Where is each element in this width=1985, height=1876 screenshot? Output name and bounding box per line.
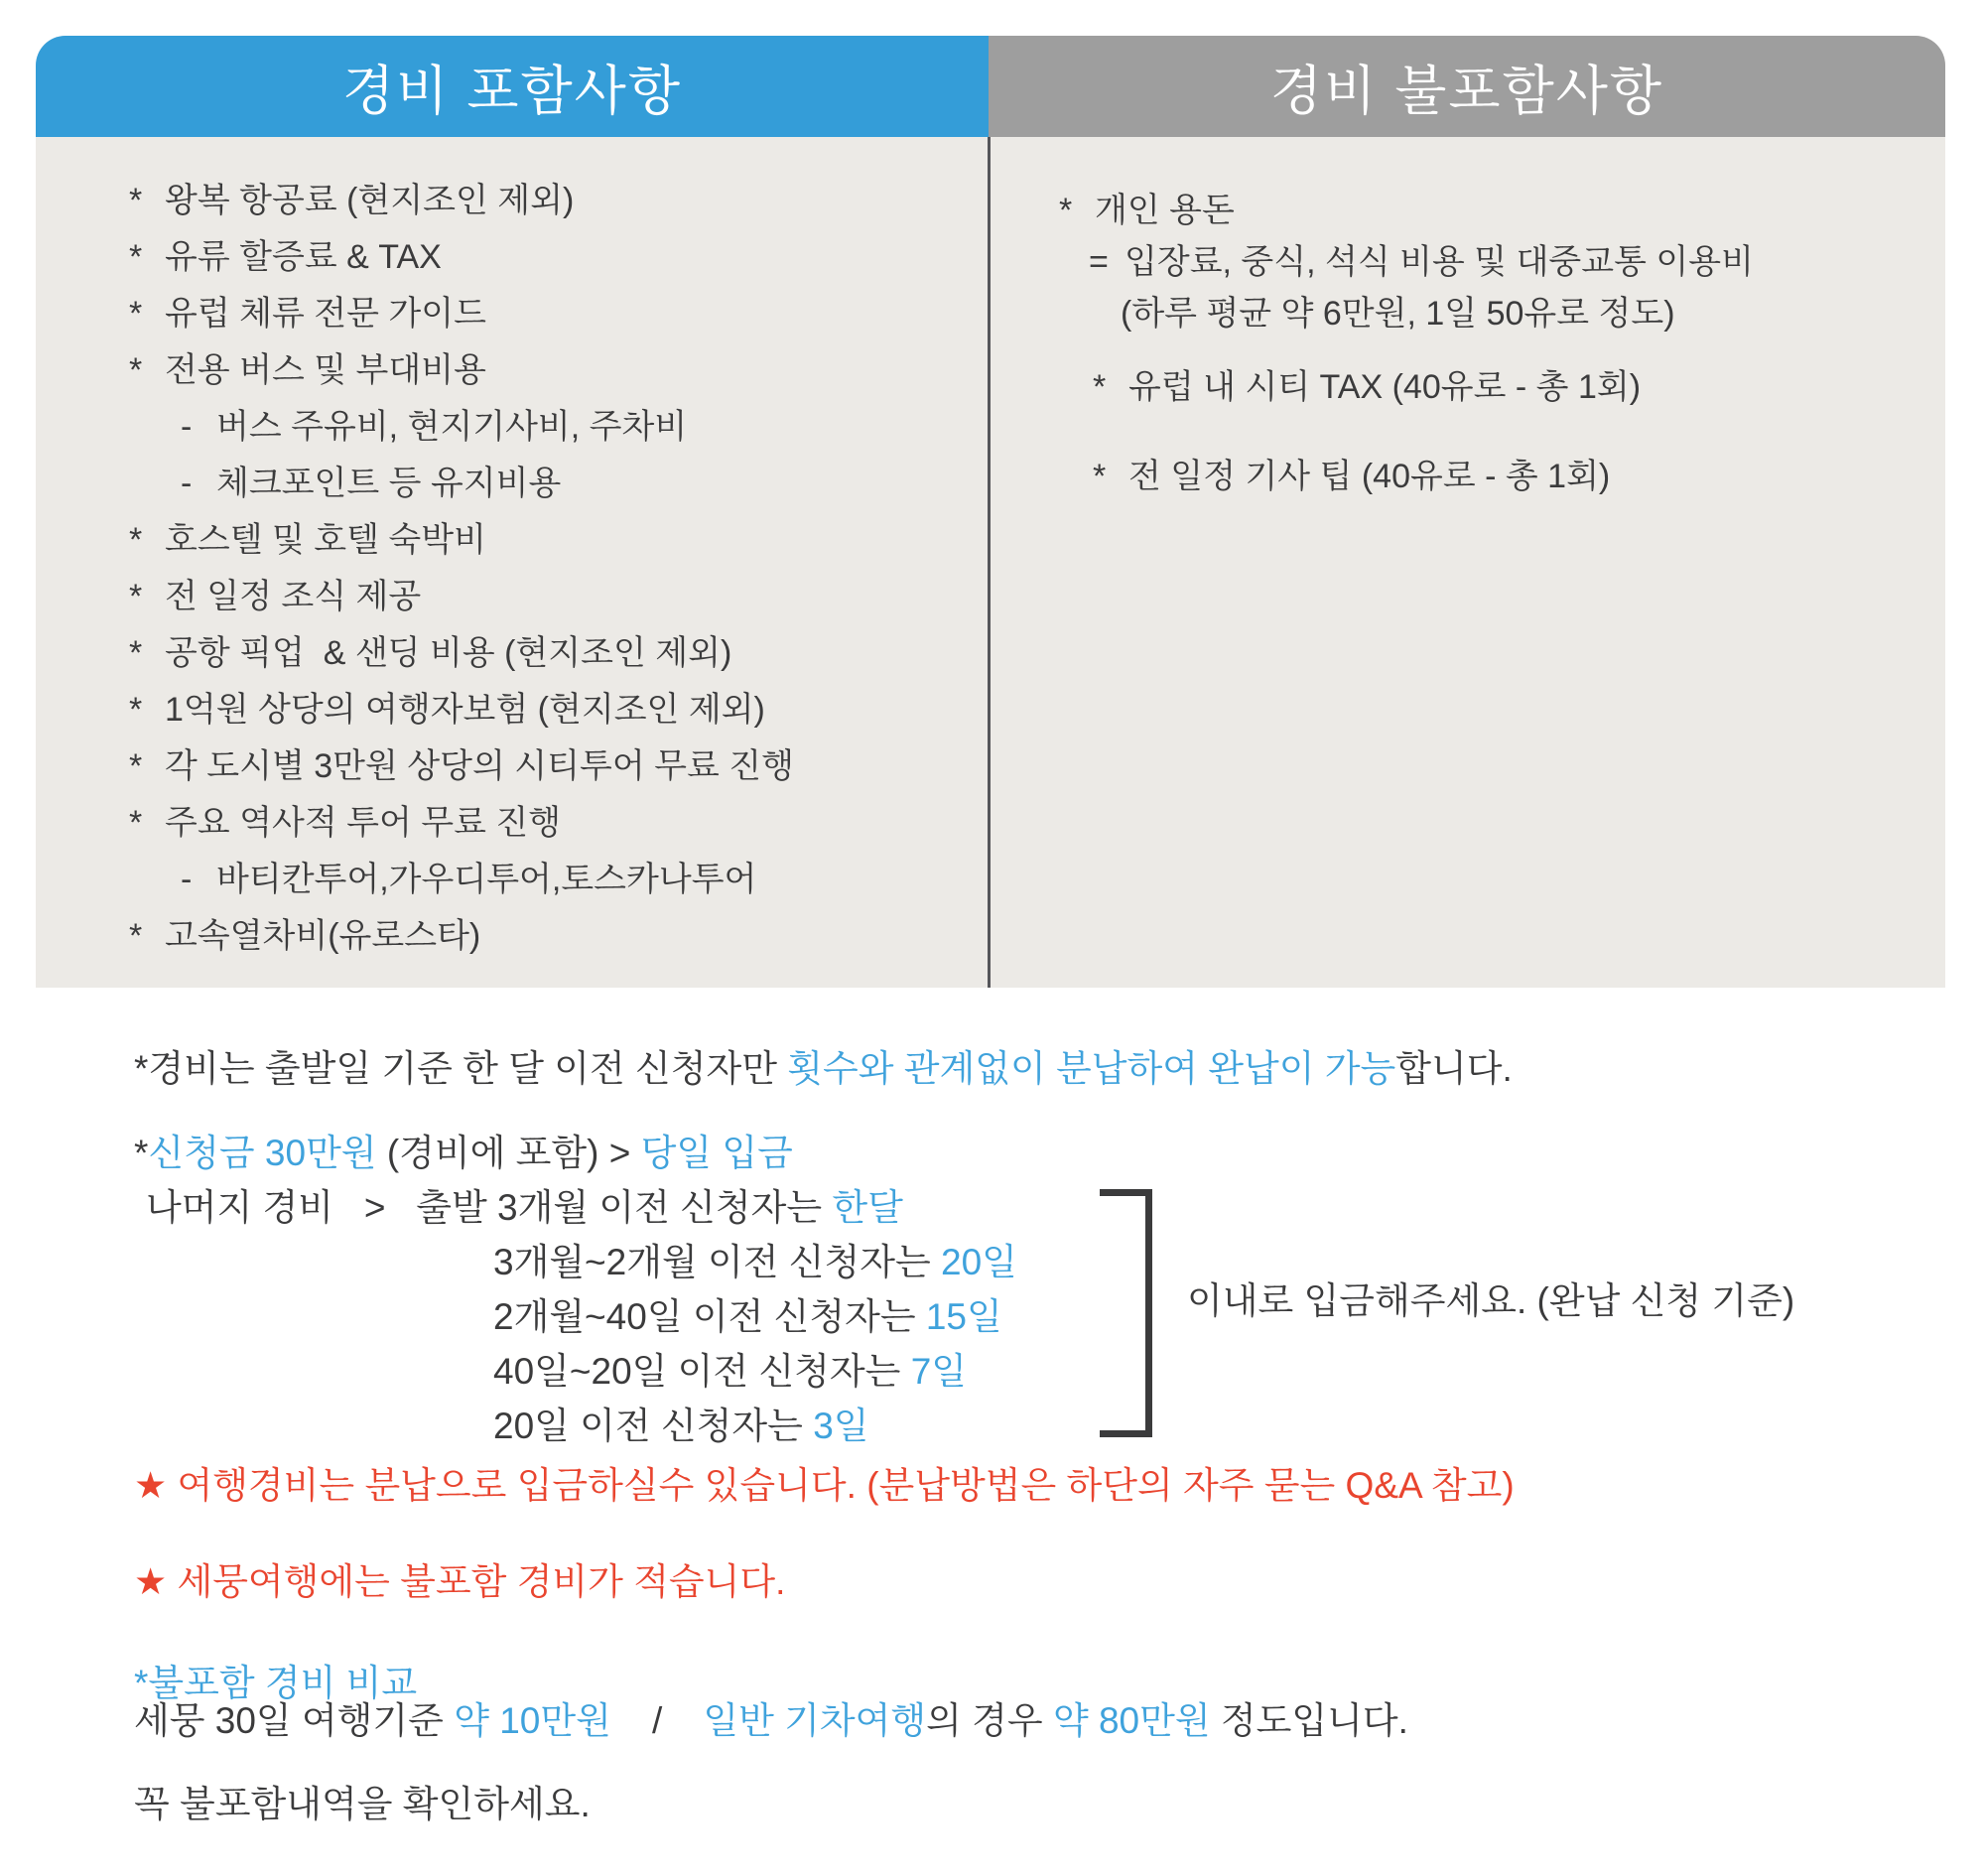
bullet-marker: * — [1093, 368, 1107, 406]
text-segment: 당일 입금 — [640, 1133, 793, 1173]
text-segment: 일반 기차여행 — [703, 1700, 927, 1741]
included-title: 경비 포함사항 — [342, 61, 682, 121]
item-text: 각 도시별 3만원 상당의 시티투어 무료 진행 — [165, 747, 794, 785]
item-text: 버스 주유비, 현지기사비, 주차비 — [216, 408, 688, 446]
item-text: 개인 용돈 — [1095, 192, 1235, 229]
text-segment: 3개월~2개월 이전 신청자는 — [493, 1242, 942, 1282]
schedule-line — [134, 1289, 1017, 1344]
grouping-bracket — [1100, 1189, 1152, 1437]
item-text: 전 일정 조식 제공 — [165, 578, 422, 615]
item-text: 유럽 체류 전문 가이드 — [165, 295, 486, 333]
excluded-title: 경비 불포함사항 — [1269, 61, 1664, 121]
text-segment: * — [134, 1133, 149, 1173]
text-segment: 2개월~40일 이전 신청자는 — [493, 1296, 926, 1337]
included-item — [129, 795, 963, 852]
included-item — [129, 456, 963, 512]
text-segment: 7일 — [910, 1351, 968, 1392]
bullet-marker: - — [181, 465, 193, 502]
bullet-marker: * — [129, 521, 143, 559]
bullet-marker: * — [129, 691, 143, 729]
item-text: 유류 할증료 & TAX — [165, 238, 442, 276]
included-item — [129, 738, 963, 795]
bullet-marker: * — [129, 917, 143, 955]
item-text: 주요 역사적 투어 무료 진행 — [165, 804, 562, 842]
excluded-item — [1059, 451, 1932, 502]
text-segment: 한달 — [832, 1187, 903, 1228]
included-item — [129, 512, 963, 569]
excluded-item — [1059, 185, 1932, 236]
final-note — [134, 1777, 591, 1831]
item-text: 유럽 내 시티 TAX (40유로 - 총 1회) — [1128, 368, 1642, 406]
bullet-marker: - — [181, 408, 193, 446]
included-item — [129, 852, 963, 908]
text-segment: 20일 — [941, 1242, 1017, 1282]
text-segment: (경비에 포함) > — [376, 1133, 641, 1173]
text-segment: 3일 — [813, 1406, 869, 1446]
remainder-line — [134, 1180, 1017, 1235]
cost-info-panel — [36, 36, 1945, 988]
text-segment: 정도입니다. — [1210, 1700, 1408, 1741]
text-segment: 꼭 불포함내역을 확인하세요. — [134, 1784, 591, 1824]
item-text: 고속열차비(유로스타) — [165, 917, 481, 955]
bullet-marker: = — [1089, 243, 1109, 281]
item-text: (하루 평균 약 6만원, 1일 50유로 정도) — [1121, 295, 1675, 333]
text-segment: 40일~20일 이전 신청자는 — [493, 1351, 911, 1392]
item-text: 전 일정 기사 팁 (40유로 - 총 1회) — [1128, 458, 1611, 495]
red-notice-installment — [134, 1458, 1515, 1513]
text-segment: *불포함 경비 비교 — [134, 1663, 418, 1703]
text-segment: 의 경우 — [926, 1700, 1053, 1741]
column-divider — [988, 137, 991, 988]
text-segment: 15일 — [925, 1296, 1002, 1337]
excluded-header — [989, 36, 1945, 137]
text-segment: 신청금 30만원 — [148, 1133, 377, 1173]
bullet-marker: * — [129, 351, 143, 389]
bullet-marker: * — [1093, 458, 1107, 495]
included-item — [129, 173, 963, 229]
panel-header — [36, 36, 1945, 137]
bullet-marker: * — [129, 634, 143, 672]
bullet-marker: * — [129, 578, 143, 615]
text-segment: 나머지 경비 > 출발 3개월 이전 신청자는 — [146, 1187, 833, 1228]
text-segment: 횟수와 관계없이 분납하여 완납이 가능 — [787, 1048, 1396, 1089]
item-text: 1억원 상당의 여행자보험 (현지조인 제외) — [165, 691, 765, 729]
schedule-line — [134, 1399, 1017, 1453]
included-header — [36, 36, 989, 137]
text-segment: 세뭉여행에는 불포함 경비가 적습니다. — [167, 1561, 786, 1602]
text-segment: 합니다. — [1395, 1048, 1513, 1089]
schedule-line — [134, 1235, 1017, 1289]
installment-note — [134, 1041, 1513, 1096]
included-item — [129, 399, 963, 456]
red-notice-excluded — [134, 1554, 785, 1609]
schedule-line — [134, 1344, 1017, 1399]
included-item — [129, 569, 963, 625]
excluded-item — [1059, 236, 1932, 288]
bullet-marker: * — [129, 295, 143, 333]
payment-schedule — [134, 1126, 1017, 1453]
bullet-marker: * — [129, 238, 143, 276]
bullet-marker: * — [1059, 192, 1073, 229]
text-segment: 약 80만원 — [1052, 1700, 1211, 1741]
item-text: 체크포인트 등 유지비용 — [216, 465, 562, 502]
item-text: 왕복 항공료 (현지조인 제외) — [165, 182, 575, 219]
star-icon: ★ — [134, 1561, 168, 1602]
item-text: 공항 픽업 & 샌딩 비용 (현지조인 제외) — [165, 634, 732, 672]
included-item — [129, 229, 963, 286]
text-segment: 20일 이전 신청자는 — [493, 1406, 814, 1446]
bullet-marker: * — [129, 182, 143, 219]
text-segment: 세뭉 30일 여행기준 — [134, 1700, 455, 1741]
included-item — [129, 908, 963, 965]
excluded-item — [1059, 361, 1932, 413]
included-list — [129, 173, 963, 965]
bullet-marker: - — [181, 861, 193, 898]
item-text: 호스텔 및 호텔 숙박비 — [165, 521, 486, 559]
text-segment: 약 10만원 — [454, 1700, 611, 1741]
item-text: 바티칸투어,가우디투어,토스카나투어 — [216, 861, 757, 898]
text-segment: / — [610, 1700, 704, 1741]
included-item — [129, 625, 963, 682]
bullet-marker: * — [129, 747, 143, 785]
included-item — [129, 286, 963, 342]
excluded-item — [1059, 288, 1932, 339]
bullet-marker: * — [129, 804, 143, 842]
text-segment: *경비는 출발일 기준 한 달 이전 신청자만 — [134, 1048, 788, 1089]
included-item — [129, 342, 963, 399]
item-text: 전용 버스 및 부대비용 — [165, 351, 486, 389]
deposit-line — [134, 1126, 1017, 1180]
item-text: 입장료, 중식, 석식 비용 및 대중교통 이용비 — [1125, 243, 1754, 281]
star-icon: ★ — [134, 1465, 168, 1506]
included-item — [129, 682, 963, 738]
bracket-label: 이내로 입금해주세요. (완납 신청 기준) — [1187, 1280, 1795, 1321]
excluded-list — [1059, 185, 1932, 502]
text-segment: 여행경비는 분납으로 입금하실수 있습니다. (분납방법은 하단의 자주 묻는 Q&A 참고) — [167, 1465, 1515, 1506]
compare-line — [134, 1693, 1408, 1748]
